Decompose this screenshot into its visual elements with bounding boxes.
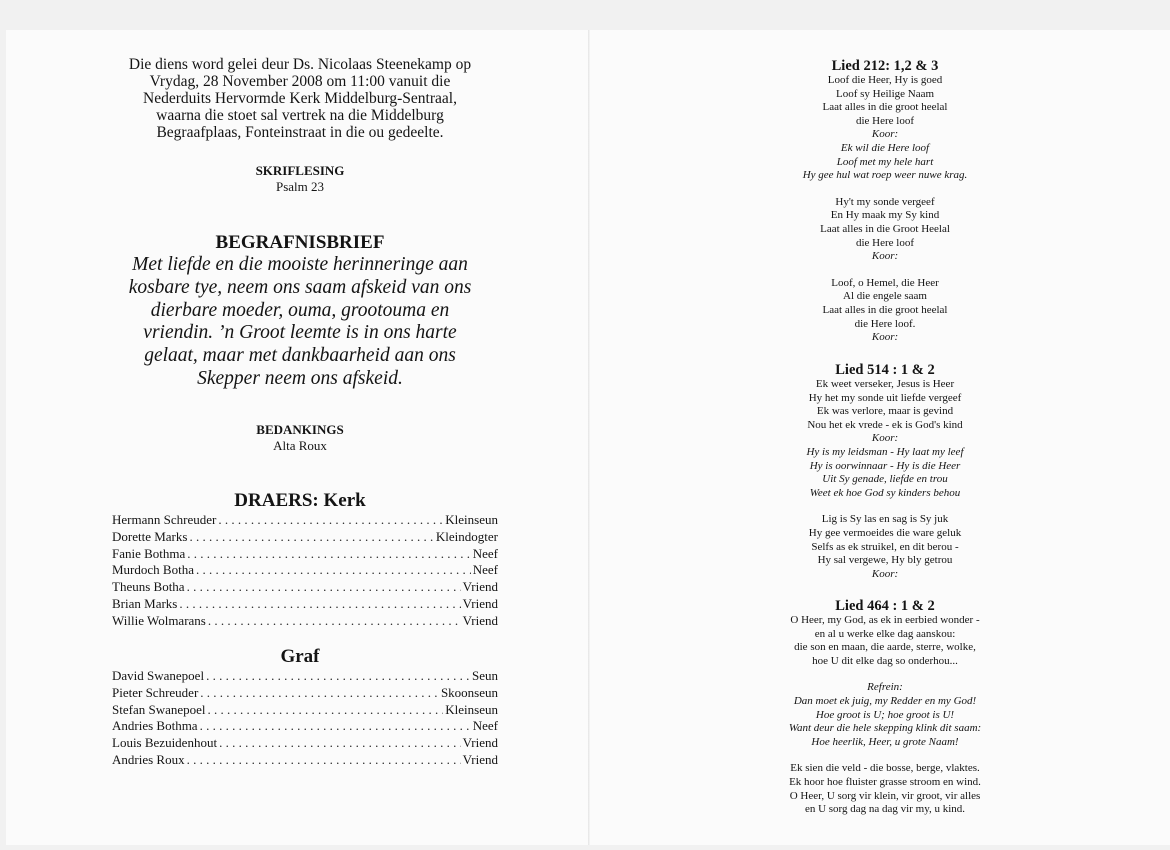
brief-line: dierbare moeder, ouma, grootouma en — [150, 299, 450, 321]
song-title: Lied 514 : 1 & 2 — [835, 362, 935, 378]
lyric-line: Hy is my leidsman - Hy laat my leef — [806, 445, 964, 458]
lyric-line: O Heer, my God, as ek in eerbied wonder - — [790, 614, 980, 626]
stanza-gap — [760, 264, 1010, 277]
song-lied-464 — [760, 598, 1010, 817]
skriflesing-section — [100, 163, 500, 195]
stanza-gap — [760, 668, 1010, 681]
lyric-line: Ek weet verseker, Jesus is Heer — [815, 378, 955, 390]
intro-line: Nederduits Hervormde Kerk Middelburg-Sentraal, — [143, 90, 457, 107]
dot-leader — [206, 668, 470, 685]
lyric-line: Hy't my sonde vergeef — [835, 195, 935, 208]
skriflesing-title: SKRIFLESING — [255, 163, 345, 178]
roster-relation: Neef — [472, 545, 498, 561]
roster-name: Dorette Marks — [112, 528, 188, 544]
lyric-line: Koor: — [871, 128, 899, 141]
roster-relation: Kleinseun — [445, 701, 498, 717]
lyric-line: Lig is Sy las en sag is Sy juk — [821, 513, 949, 526]
graf-title: Graf — [280, 646, 320, 667]
lyric-line: Refrein: — [867, 681, 903, 694]
lyric-line: en U sorg dag na dag vir my, u kind. — [804, 803, 966, 816]
roster-row — [112, 685, 498, 702]
lyric-line: Dan moet ek juig, my Redder en my God! — [793, 694, 977, 707]
dot-leader — [187, 546, 470, 563]
roster-row — [112, 752, 498, 769]
song-lied-212 — [760, 58, 1010, 345]
right-page — [590, 0, 1170, 850]
lyric-line: Loof sy Heilige Naam — [835, 87, 935, 100]
roster-relation: Seun — [472, 668, 498, 683]
song-lied-514 — [760, 362, 1010, 581]
dot-leader — [189, 529, 433, 546]
brief-line: vriendin. ’n Groot leemte is in ons harte — [143, 322, 457, 344]
intro-line: waarna die stoet sal vertrek na die Middelburg — [156, 107, 444, 124]
lyric-line: die Here loof. — [854, 317, 916, 330]
roster-name: Fanie Bothma — [112, 545, 186, 561]
lyric-line: Ek was verlore, maar is gevind — [816, 405, 954, 418]
lyric-line: Koor: — [871, 331, 899, 344]
bedankings-text: Alta Roux — [273, 438, 327, 453]
roster-relation: Vriend — [462, 751, 498, 767]
brief-line: gelaat, maar met dankbaarheid aan ons — [144, 345, 456, 367]
lyric-line: Selfs as ek struikel, en dit berou - — [811, 540, 959, 553]
service-intro — [100, 56, 500, 141]
roster-name: Murdoch Botha — [112, 562, 194, 578]
roster-name: Andries Roux — [112, 751, 185, 767]
dot-leader — [187, 579, 461, 596]
lyric-line: Loof met my hele hart — [836, 155, 934, 168]
lyric-line: Hy gee vermoeides die ware geluk — [808, 526, 962, 539]
roster-relation: Kleindogter — [435, 528, 498, 544]
lyric-line: Hy gee hul wat roep weer nuwe krag. — [802, 169, 968, 182]
dot-leader — [208, 702, 444, 719]
roster-name: Brian Marks — [112, 595, 178, 611]
roster-row — [112, 579, 498, 596]
lyric-line: Laat alles in die groot heelal — [822, 303, 948, 316]
lyric-line: hoe U dit elke dag so onderhou... — [812, 654, 958, 667]
song-title: Lied 464 : 1 & 2 — [835, 598, 935, 614]
lyric-line: Laat alles in die groot heelal — [822, 101, 948, 114]
dot-leader — [200, 685, 439, 702]
song-title: Lied 212: 1,2 & 3 — [831, 58, 939, 74]
lyric-line: Hy het my sonde uit liefde vergeef — [808, 391, 962, 404]
roster-name: Pieter Schreuder — [112, 684, 199, 700]
roster-row — [112, 613, 498, 630]
roster-relation: Vriend — [462, 579, 498, 595]
lyric-line: Koor: — [871, 250, 899, 263]
lyric-line: Hoe groot is U; hoe groot is U! — [815, 708, 955, 721]
begrafnisbrief-title: BEGRAFNISBRIEF — [215, 232, 385, 253]
dot-leader — [219, 735, 461, 752]
roster-row — [112, 718, 498, 735]
lyric-line: Weet ek hoe God sy kinders behou — [809, 486, 961, 499]
stanza-gap — [760, 749, 1010, 762]
lyric-line: Ek wil die Here loof — [840, 141, 930, 154]
lyric-line: Loof die Heer, Hy is goed — [827, 74, 943, 86]
lyric-line: Ek sien die veld - die bosse, berge, vlaktes. — [790, 762, 980, 775]
brief-line: Skepper neem ons afskeid. — [197, 367, 403, 389]
lyric-line: Ek hoor hoe fluister grasse stroom en wind. — [789, 775, 981, 788]
roster-row — [112, 546, 498, 563]
lyric-line: Al die engele saam — [843, 290, 927, 303]
lyric-line: Hy is oorwinnaar - Hy is die Heer — [809, 459, 961, 472]
lyric-line: Hy sal vergewe, Hy bly getrou — [817, 554, 953, 567]
roster-name: Theuns Botha — [112, 579, 185, 595]
lyric-line: en al u werke elke dag aanskou: — [814, 627, 956, 640]
roster-row — [112, 562, 498, 579]
lyric-line: die Here loof — [855, 236, 915, 249]
lyric-line: Loof, o Hemel, die Heer — [831, 276, 939, 289]
lyric-line: Koor: — [871, 567, 899, 580]
dot-leader — [200, 718, 471, 735]
roster-name: Willie Wolmarans — [112, 612, 206, 628]
bedankings-title: BEDANKINGS — [256, 422, 344, 437]
lyric-line: Nou het ek vrede - ek is God's kind — [807, 418, 963, 431]
stanza-gap — [760, 183, 1010, 196]
roster-relation: Vriend — [462, 735, 498, 751]
lyric-line: Want deur die hele skepping klink dit saam: — [788, 722, 982, 735]
roster-row — [112, 512, 498, 529]
roster-row — [112, 596, 498, 613]
bedankings-section — [100, 422, 500, 454]
graf-list — [112, 668, 498, 769]
brief-line: Met liefde en die mooiste herinneringe aan — [132, 254, 468, 275]
roster-name: Stefan Swanepoel — [112, 701, 206, 717]
begrafnisbrief-body — [100, 254, 500, 391]
roster-name: David Swanepoel — [112, 668, 205, 683]
skriflesing-text: Psalm 23 — [275, 179, 325, 194]
brief-line: kosbare tye, neem ons saam afskeid van ons — [128, 276, 472, 298]
intro-line: Die diens word gelei deur Ds. Nicolaas Steenekamp op — [128, 56, 472, 73]
lyric-line: En Hy maak my Sy kind — [830, 209, 940, 222]
roster-relation: Vriend — [462, 595, 498, 611]
dot-leader — [208, 613, 461, 630]
roster-relation: Skoonseun — [440, 684, 498, 700]
stanza-gap — [760, 500, 1010, 513]
roster-row — [112, 702, 498, 719]
lyric-line: Laat alles in die Groot Heelal — [820, 222, 950, 235]
lyric-line: O Heer, U sorg vir klein, vir groot, vir alles — [789, 789, 981, 802]
lyric-line: die son en maan, die aarde, sterre, wolke, — [794, 641, 976, 654]
lyric-line: Koor: — [871, 432, 899, 445]
roster-name: Andries Bothma — [112, 718, 198, 734]
dot-leader — [196, 562, 471, 579]
roster-relation: Vriend — [462, 612, 498, 628]
roster-name: Louis Bezuidenhout — [112, 735, 218, 751]
dot-leader — [179, 596, 460, 613]
draers-kerk-title: DRAERS: Kerk — [234, 490, 366, 511]
dot-leader — [218, 512, 443, 529]
lyric-line: Uit Sy genade, liefde en trou — [822, 473, 948, 486]
dot-leader — [187, 752, 461, 769]
roster-relation: Neef — [472, 718, 498, 734]
roster-name: Hermann Schreuder — [112, 512, 217, 527]
roster-relation: Kleinseun — [445, 512, 498, 527]
lyric-line: die Here loof — [855, 114, 915, 127]
lyric-line: Hoe heerlik, Heer, u grote Naam! — [811, 735, 959, 748]
roster-row — [112, 529, 498, 546]
intro-line: Begraafplaas, Fonteinstraat in die ou gedeelte. — [156, 124, 444, 141]
roster-row — [112, 735, 498, 752]
roster-relation: Neef — [472, 562, 498, 578]
intro-line: Vrydag, 28 November 2008 om 11:00 vanuit die — [149, 73, 451, 90]
roster-row — [112, 668, 498, 685]
draers-kerk-list — [112, 512, 498, 630]
